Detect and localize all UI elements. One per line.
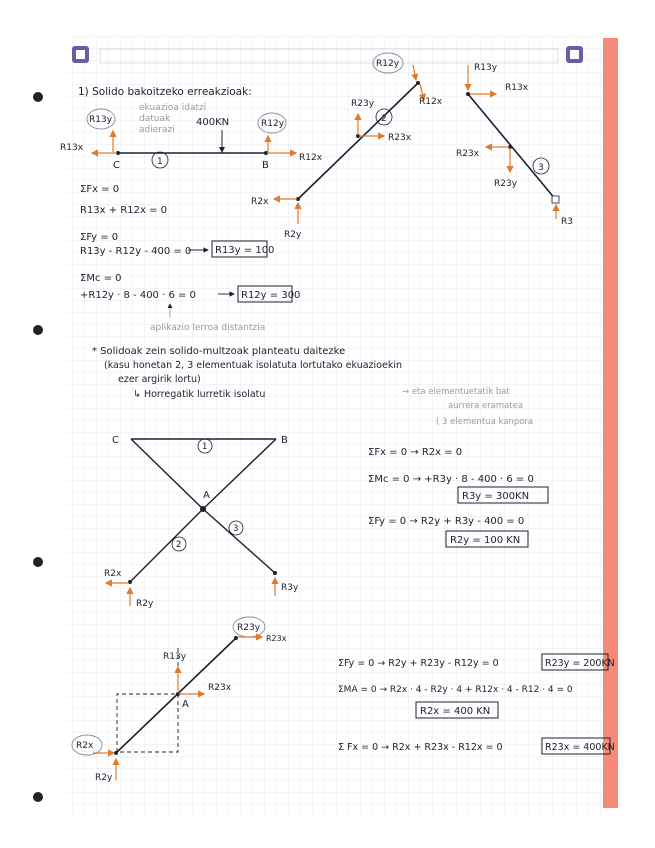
equation-line: ΣFy = 0 — [80, 232, 119, 243]
force-label: R13y — [474, 63, 498, 73]
element-number: 2 — [176, 540, 182, 550]
bracket-note: aplikazio lerroa distantzia — [150, 323, 266, 333]
note-line: adierazi — [139, 125, 175, 135]
binder-hole — [33, 792, 43, 802]
binder-hole — [33, 325, 43, 335]
result-box: R2x = 400 KN — [420, 706, 491, 717]
note-line: ekuazioa idatzi — [139, 103, 207, 113]
element-number: 3 — [233, 524, 239, 534]
force-label: R3y — [281, 583, 299, 593]
equation-line: ΣFx = 0 → R2x = 0 — [368, 447, 463, 458]
force-label: R2x — [251, 197, 269, 207]
equation-line: Σ Fx = 0 → R2x + R23x - R12x = 0 — [338, 742, 503, 753]
node-b: B — [262, 160, 269, 171]
equation-line: ΣFy = 0 → R2y + R23y - R12y = 0 — [338, 658, 499, 669]
node-c: C — [112, 435, 119, 446]
force-label: R23x — [388, 133, 412, 143]
element-number: 3 — [538, 163, 544, 173]
paragraph-line: ezer argirik lortu) — [118, 374, 201, 385]
equation-line: R13y - R12y - 400 = 0 — [80, 246, 192, 257]
paragraph-line: → eta elementuetatik bat — [402, 387, 510, 397]
force-label: R12y — [261, 119, 285, 129]
equation-line: ΣMc = 0 → +R3y · 8 - 400 · 6 = 0 — [368, 474, 534, 485]
force-label: R13y — [89, 115, 113, 125]
force-label: R23y — [237, 623, 261, 633]
equation-line: ΣMc = 0 — [80, 273, 122, 284]
section-title: 1) Solido bakoitzeko erreakzioak: — [78, 86, 252, 98]
result-box: R23y = 200KN — [545, 658, 615, 669]
force-label: R2y — [95, 773, 113, 783]
equation-line: R13x + R12x = 0 — [80, 205, 168, 216]
element-number: 1 — [157, 157, 163, 167]
force-label: R12y — [376, 59, 400, 69]
force-label: R2x — [104, 569, 122, 579]
element-number: 2 — [381, 114, 387, 124]
force-label: R12x — [299, 153, 323, 163]
node-a: A — [182, 699, 189, 710]
binder-hole — [33, 92, 43, 102]
force-label: R23x — [266, 634, 287, 643]
paragraph-line: ↳ Horregatik lurretik isolatu — [133, 389, 266, 400]
equation-line: +R12y · 8 - 400 · 6 = 0 — [80, 290, 196, 301]
force-label: R23y — [494, 179, 518, 189]
paragraph-line: ( 3 elementua kanpora — [436, 417, 534, 427]
node-c: C — [113, 160, 120, 171]
equation-line: ΣMA = 0 → R2x · 4 - R2y · 4 + R12x · 4 - R12 · 4 = 0 — [338, 685, 573, 695]
force-label: R2x — [76, 741, 94, 751]
paragraph-line: * Solidoak zein solido-multzoak planteatu daitezke — [92, 346, 346, 357]
force-label: R3 — [561, 217, 573, 227]
result-box: R23x = 400KN — [545, 742, 615, 753]
paragraph-line: (kasu honetan 2, 3 elementuak isolatuta lortutako ekuazioekin — [104, 360, 402, 371]
load-label: 400KN — [196, 117, 230, 128]
force-label: R2y — [284, 230, 302, 240]
equation-line: ΣFx = 0 — [80, 184, 120, 195]
result-box: R3y = 300KN — [462, 491, 530, 502]
force-label: R23x — [456, 149, 480, 159]
force-label: R13x — [505, 83, 529, 93]
result-box: R12y = 300 — [241, 290, 301, 301]
paragraph-line: aurrera eramatea — [448, 401, 524, 411]
force-label: R12x — [419, 97, 443, 107]
force-label: R23y — [351, 99, 375, 109]
force-label: R13y — [163, 652, 187, 662]
node-b: B — [281, 435, 288, 446]
node-a: A — [203, 490, 210, 501]
red-margin-strip — [603, 38, 618, 808]
equation-line: ΣFy = 0 → R2y + R3y - 400 = 0 — [368, 516, 525, 527]
force-label: R23x — [208, 683, 232, 693]
force-label: R13x — [60, 143, 84, 153]
result-box: R2y = 100 KN — [450, 535, 521, 546]
binder-hole — [33, 557, 43, 567]
force-label: R2y — [136, 599, 154, 609]
result-box: R13y = 100 — [215, 245, 275, 256]
note-line: datuak — [139, 114, 171, 124]
element-number: 1 — [202, 442, 208, 452]
